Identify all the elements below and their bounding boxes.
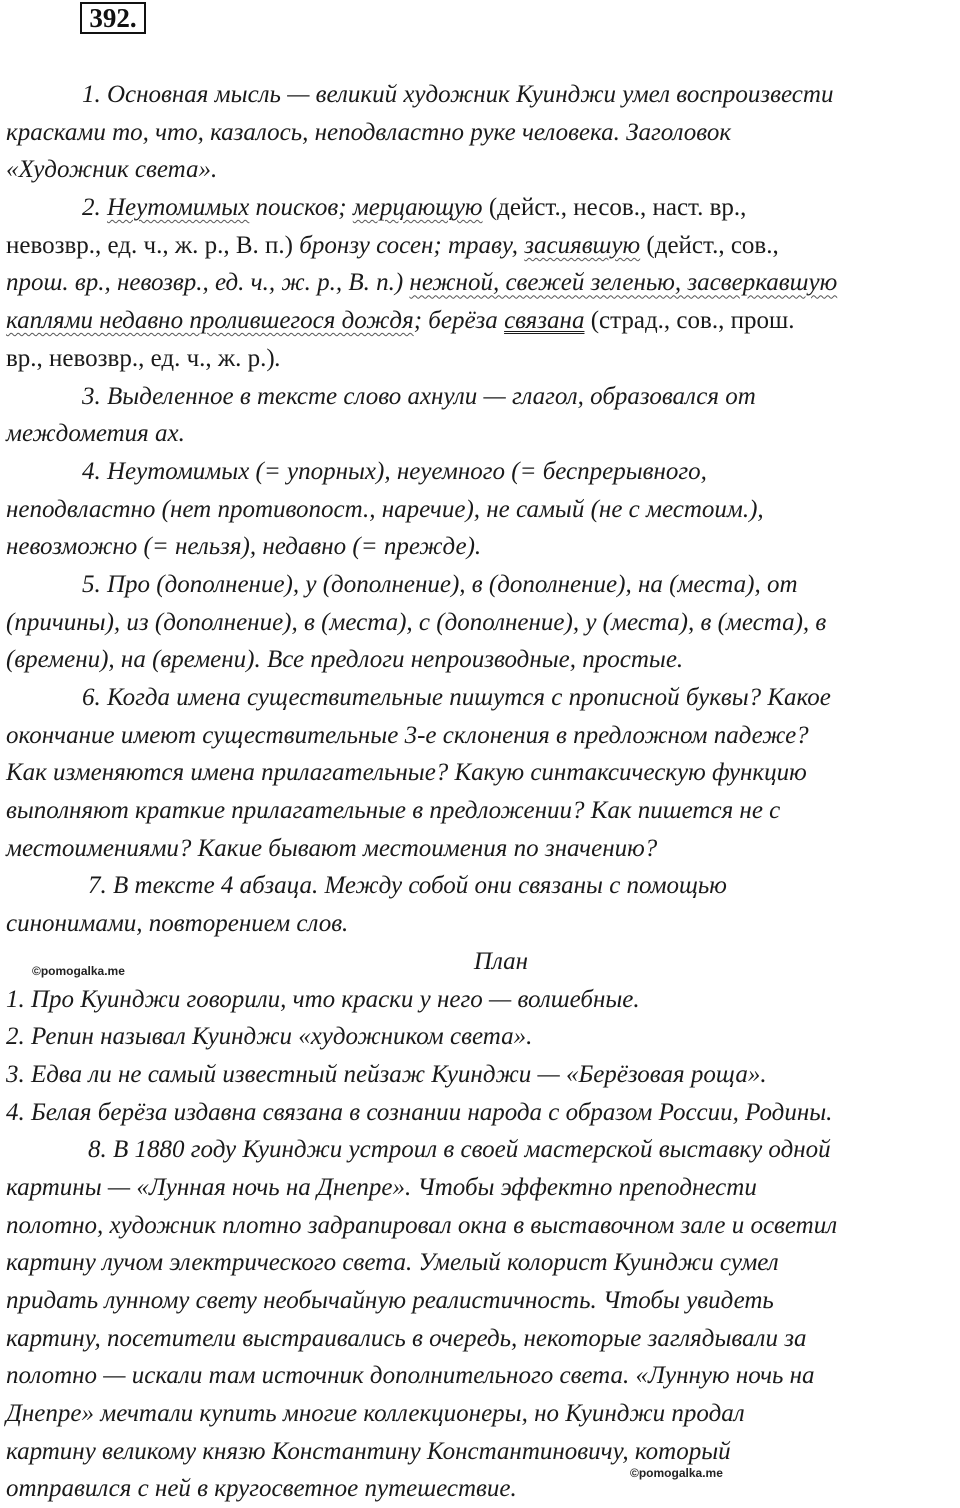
- p7-line-2: синонимами, повторением слов.: [6, 910, 349, 938]
- p2-underlined-word: засиявшую: [524, 231, 641, 259]
- p2-morph-note: невозвр., ед. ч., ж. р., В. п.): [6, 231, 293, 259]
- p2-text: поисков;: [249, 194, 353, 222]
- plan-item: 4. Белая берёза издавна связана в сознании народа с образом России, Родины.: [6, 1098, 833, 1126]
- p8-line-7: полотно — искали там источник дополнительного света. «Лунную ночь на: [6, 1362, 815, 1390]
- p8-line-6: картину, посетители выстраивались в очередь, некоторые заглядывали за: [6, 1324, 807, 1352]
- p1-line-2: красками то, что, казалось, неподвластно руке человека. Заголовок: [6, 118, 732, 146]
- plan-item: 1. Про Куинджи говорили, что краски у него — волшебные.: [6, 985, 640, 1013]
- p8-line-3: полотно, художник плотно задрапировал окна в выставочном зале и осветил: [6, 1211, 838, 1239]
- plan-title: План: [473, 947, 529, 975]
- p2-underlined-word: мерцающую: [352, 194, 483, 222]
- p6-line-3: Как изменяются имена прилагательные? Какую синтаксическую функцию: [6, 759, 807, 787]
- plan-item: 3. Едва ли не самый известный пейзаж Куинджи — «Берёзовая роща».: [6, 1060, 767, 1088]
- p2-line-2: [6, 227, 956, 265]
- p8-line-10: отправился с ней в кругосветное путешествие.: [6, 1475, 517, 1503]
- p2-line-3: [6, 264, 956, 302]
- p2-predicate-word: связана: [504, 307, 585, 335]
- p2-line-5: [6, 340, 956, 378]
- answer-text: [6, 76, 956, 1508]
- p2-morph-note: (дейст., сов.,: [646, 231, 779, 259]
- watermark: ©pomogalka.me: [630, 1466, 723, 1480]
- p2-underlined-phrase: нежной, свежей зеленью, засверкавшую: [409, 269, 838, 297]
- p6-line-1: 6. Когда имена существительные пишутся с прописной буквы? Какое: [82, 684, 831, 711]
- p1-line-1: 1. Основная мысль — великий художник Куинджи умел воспроизвести: [82, 81, 834, 108]
- p8-line-1: 8. В 1880 году Куинджи устроил в своей мастерской выставку одной: [88, 1136, 831, 1164]
- p8-line-9: картину великому князю Константину Константиновичу, который: [6, 1437, 731, 1465]
- p2-line-4: [6, 302, 956, 340]
- p2-underlined-word: Неутомимых: [107, 194, 250, 222]
- p6-line-5: местоимениями? Какие бывают местоимения по значению?: [6, 834, 658, 862]
- p6-line-4: выполняют краткие прилагательные в предложении? Как пишется не с: [6, 797, 781, 825]
- p2-text: .: [274, 344, 281, 372]
- task-number: 392.: [80, 2, 146, 34]
- p2-text: ; берёза: [413, 307, 505, 335]
- p8-line-5: придать лунному свету необычайную реалистичность. Чтобы увидеть: [6, 1287, 774, 1314]
- p3-line-1: 3. Выделенное в тексте слово ахнули — глагол, образовался от: [82, 382, 756, 410]
- p2-text: прош. вр., невозвр., ед. ч., ж. р., В. п.): [6, 269, 404, 297]
- p5-line-1: 5. Про (дополнение), у (дополнение), в (дополнение), на (места), от: [82, 570, 798, 598]
- p7-line-1: 7. В тексте 4 абзаца. Между собой они связаны с помощью: [88, 872, 727, 900]
- p5-line-2: (причины), из (дополнение), в (места), с (дополнение), у (места), в (места), в: [6, 608, 827, 636]
- p2-morph-note: (страд., сов., прош.: [590, 307, 795, 335]
- p2-morph-note: (дейст., несов., наст. вр.,: [488, 194, 747, 222]
- p4-line-2: неподвластно (нет противопост., наречие), не самый (не с местоим.),: [6, 495, 764, 523]
- watermark: ©pomogalka.me: [32, 964, 125, 978]
- p1-line-3: «Художник света».: [6, 156, 218, 184]
- p2-text: 2.: [82, 194, 107, 222]
- p2-underlined-phrase: каплями недавно пролившегося дождя: [6, 307, 414, 335]
- plan-item: 2. Репин называл Куинджи «художником света».: [6, 1023, 533, 1051]
- p3-line-2: междометия ах.: [6, 420, 185, 448]
- p2-morph-note: вр., невозвр., ед. ч., ж. р.): [6, 344, 275, 372]
- p8-line-8: Днепре» мечтали купить многие коллекционеры, но Куинджи продал: [6, 1400, 745, 1428]
- p5-line-3: (времени), на (времени). Все предлоги непроизводные, простые.: [6, 646, 684, 674]
- p6-line-2: окончание имеют существительные 3-е склонения в предложном падеже?: [6, 721, 809, 749]
- p8-line-2: картины — «Лунная ночь на Днепре». Чтобы эффектно преподнести: [6, 1173, 757, 1201]
- p4-line-3: невозможно (= нельзя), недавно (= прежде).: [6, 533, 482, 561]
- p2-text: бронзу сосен; траву,: [293, 231, 525, 259]
- p2-line-1: [6, 189, 956, 227]
- p8-line-4: картину лучом электрического света. Умелый колорист Куинджи сумел: [6, 1249, 779, 1277]
- p4-line-1: 4. Неутомимых (= упорных), неуемного (= беспрерывного,: [82, 457, 707, 485]
